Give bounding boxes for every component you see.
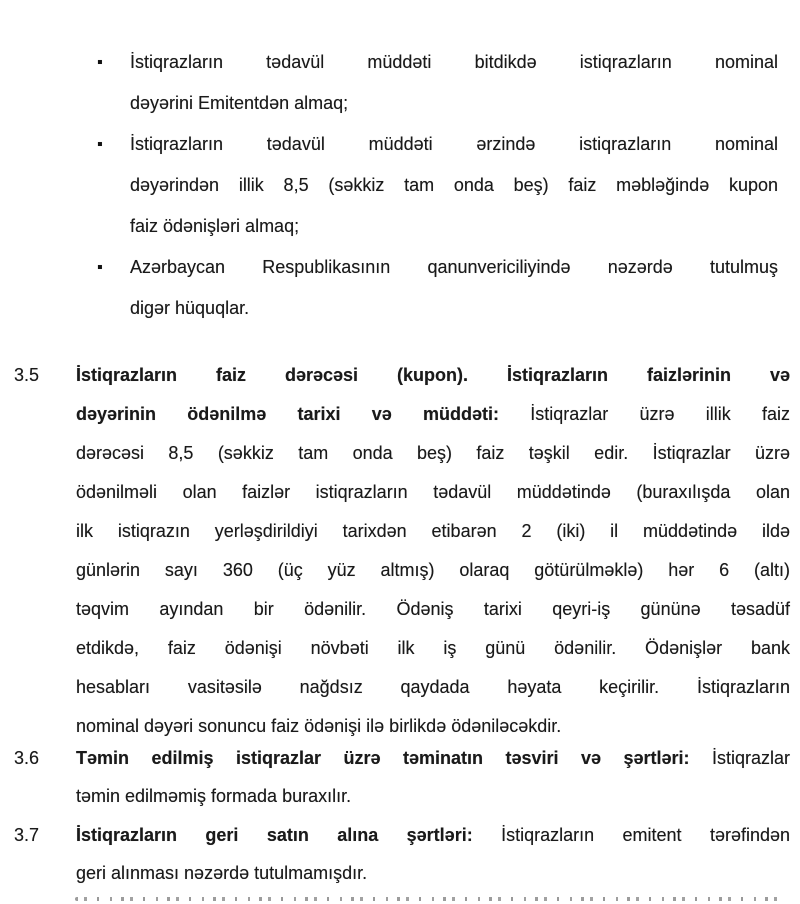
bold-text-segment: dəyərinin ödənilmə tarixi və müddəti: — [76, 404, 500, 424]
text-line — [76, 629, 790, 668]
bullet-text — [130, 247, 778, 329]
square-bullet-icon: ▪ — [97, 136, 103, 153]
bold-text-segment: Təmin edilmiş istiqrazlar üzrə təminatın təsviri və şərtləri: — [76, 748, 690, 768]
text-line — [76, 551, 790, 590]
bullet-item — [97, 124, 778, 247]
square-bullet-icon: ▪ — [97, 259, 103, 276]
text-segment: İstiqrazlar — [689, 748, 790, 768]
text-line — [130, 124, 778, 165]
text-line — [130, 42, 778, 83]
text-segment: İstiqrazların tədavül müddəti ərzində istiqrazların nominal — [130, 134, 778, 154]
section-text — [76, 739, 790, 815]
text-segment: təqvim ayından bir ödənilir. Ödəniş tarixi qeyri-iş gününə təsadüf — [76, 599, 790, 619]
text-segment: ödənilməli olan faizlər istiqrazların tədavül müddətində (buraxılışda olan — [76, 482, 790, 502]
text-segment: nominal dəyəri sonuncu faiz ödənişi ilə birlikdə ödəniləcəkdir. — [76, 716, 562, 736]
text-line — [130, 247, 778, 288]
bullet-item — [97, 247, 778, 329]
bold-text-segment: İstiqrazların geri satın alına şərtləri: — [76, 825, 473, 845]
square-bullet-icon: ▪ — [97, 54, 103, 71]
text-line — [76, 777, 790, 815]
bullet-text — [130, 124, 778, 247]
section-number: 3.7 — [14, 825, 40, 845]
text-line — [76, 668, 790, 707]
bullet-list — [97, 42, 778, 329]
text-segment: Azərbaycan Respublikasının qanunvericiliyində nəzərdə tutulmuş — [130, 257, 778, 277]
text-segment: dəyərini Emitentdən almaq; — [130, 93, 349, 113]
text-line — [76, 434, 790, 473]
text-line — [130, 83, 778, 124]
text-segment: İstiqrazların emitent tərəfindən — [472, 825, 791, 845]
text-segment: günlərin sayı 360 (üç yüz altmış) olaraq götürülməklə) hər 6 (altı) — [76, 560, 790, 580]
text-line — [76, 739, 790, 777]
text-segment: İstiqrazların tədavül müddəti bitdikdə istiqrazların nominal — [130, 52, 778, 72]
section-3.7 — [14, 816, 800, 892]
text-line — [76, 816, 790, 854]
text-line — [76, 356, 790, 395]
text-line — [76, 854, 790, 892]
section-text — [76, 816, 790, 892]
text-line — [76, 395, 790, 434]
text-line — [130, 206, 778, 247]
text-line — [76, 473, 790, 512]
bullet-item — [97, 42, 778, 124]
section-text — [76, 356, 790, 746]
text-segment: dəyərindən illik 8,5 (səkkiz tam onda beş) faiz məbləğində kupon — [130, 175, 778, 195]
clipped-text-fragment — [75, 897, 781, 901]
text-segment: İstiqrazlar üzrə illik faiz — [499, 404, 790, 424]
bullet-text — [130, 42, 778, 124]
text-line — [76, 590, 790, 629]
text-segment: faiz ödənişləri almaq; — [130, 216, 300, 236]
text-segment: dərəcəsi 8,5 (səkkiz tam onda beş) faiz təşkil edir. İstiqrazlar üzrə — [76, 443, 790, 463]
section-3.6 — [14, 739, 800, 815]
text-segment: etdikdə, faiz ödənişi növbəti ilk iş günü ödənilir. Ödənişlər bank — [76, 638, 790, 658]
text-line — [130, 288, 778, 329]
section-number: 3.6 — [14, 748, 40, 768]
section-number: 3.5 — [14, 365, 40, 385]
text-line — [130, 165, 778, 206]
text-segment: təmin edilməmiş formada buraxılır. — [76, 786, 352, 806]
document-body — [0, 42, 800, 892]
text-line — [76, 512, 790, 551]
bold-text-segment: İstiqrazların faiz dərəcəsi (kupon). İstiqrazların faizlərinin və — [76, 365, 790, 385]
text-segment: ilk istiqrazın yerləşdirildiyi tarixdən etibarən 2 (iki) il müddətində ildə — [76, 521, 790, 541]
text-segment: digər hüquqlar. — [130, 298, 250, 318]
text-segment: hesabları vasitəsilə nağdsız qaydada həyata keçirilir. İstiqrazların — [76, 677, 790, 697]
text-segment: geri alınması nəzərdə tutulmamışdır. — [76, 863, 368, 883]
section-3.5 — [14, 356, 800, 746]
